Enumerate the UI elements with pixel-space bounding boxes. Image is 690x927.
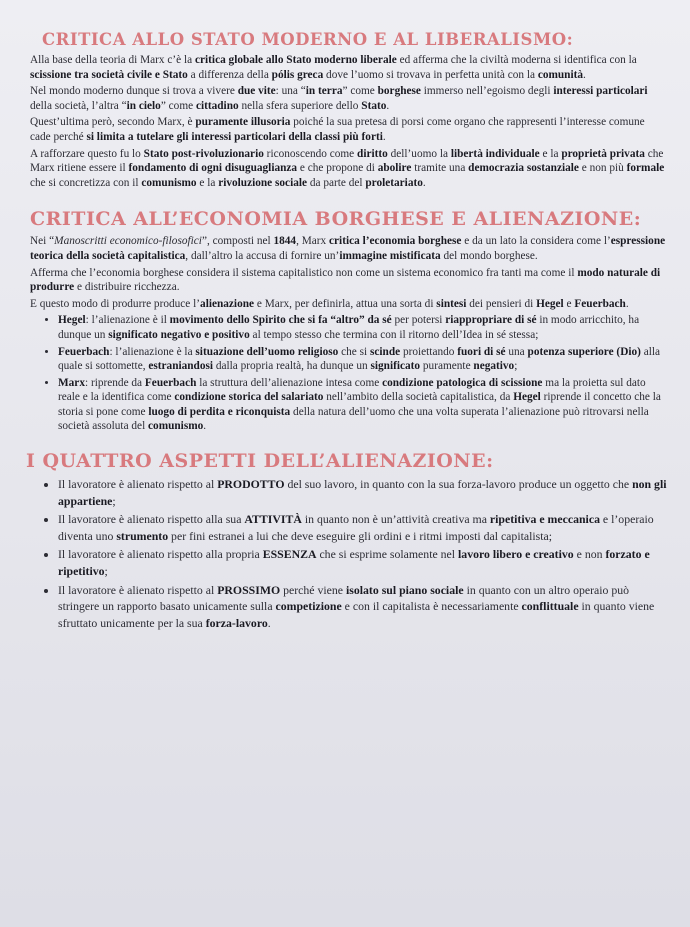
- text-run: che si concretizza con il: [30, 176, 142, 189]
- text-run: per potersi: [391, 314, 446, 327]
- bold-text: significato negativo e positivo: [108, 328, 250, 341]
- text-run: Alla base della teoria di Marx c’è la: [30, 54, 195, 66]
- section-title-stato-moderno: CRITICA ALLO STATO MODERNO E AL LIBERALISMO:: [42, 30, 574, 49]
- paragraph: [30, 266, 668, 295]
- bold-text: sintesi: [436, 297, 467, 310]
- bold-text: condizione patologica di scissione: [382, 376, 543, 389]
- text-run: e distribuire ricchezza.: [74, 281, 180, 294]
- text-run: ed afferma che la civiltà moderna si identifica con la: [396, 54, 637, 66]
- bold-text: negativo: [473, 360, 515, 373]
- bold-text: condizione storica del salariato: [174, 391, 324, 404]
- text-run: .: [583, 68, 586, 81]
- bold-text: Hegel: [58, 314, 86, 327]
- bold-text: borghese: [377, 85, 421, 98]
- text-run: .: [203, 420, 207, 433]
- bold-text: luogo di perdita e riconquista: [148, 405, 291, 418]
- text-run: dell’uomo la: [387, 147, 451, 160]
- bold-text: competizione: [275, 599, 342, 614]
- text-run: perché viene: [280, 582, 346, 597]
- bold-text: strumento: [116, 528, 169, 543]
- text-run: e la: [196, 176, 219, 189]
- paragraph: [30, 147, 668, 191]
- text-run: e Marx, per definirla, attua una sorta di: [254, 297, 437, 310]
- bold-text: proletariato: [365, 176, 423, 189]
- bold-text: Stato: [361, 99, 387, 112]
- text-run: a differenza della: [187, 68, 272, 81]
- list-item-feuerbach: [58, 345, 668, 374]
- bold-text: formale: [626, 162, 665, 175]
- bullet-list-quattro-aspetti: [30, 476, 668, 631]
- text-run: che si: [338, 345, 370, 358]
- bold-text: lavoro libero e creativo: [458, 547, 574, 562]
- bold-text: isolato sul piano sociale: [345, 582, 464, 597]
- bold-text: ATTIVITÀ: [244, 512, 302, 527]
- list-item-attivita: [58, 511, 668, 544]
- text-run: .: [625, 297, 629, 310]
- text-run: ;: [514, 360, 518, 373]
- text-run: del suo lavoro, in quanto con la sua forza-lavoro produce un oggetto che: [284, 477, 633, 492]
- bold-text: modo naturale di produrre: [30, 266, 661, 294]
- text-run: riconoscendo come: [263, 147, 358, 160]
- text-run: in quanto non è un’attività creativa ma: [301, 512, 490, 527]
- text-run: ” come: [342, 85, 378, 98]
- bold-text: 1844: [273, 235, 297, 248]
- bold-text: ripetitiva e meccanica: [489, 512, 600, 527]
- text-run: e: [563, 297, 575, 310]
- text-run: la struttura dell’alienazione intesa come: [196, 376, 383, 389]
- text-run: : riprende da: [84, 376, 145, 389]
- bold-text: situazione dell’uomo religioso: [195, 345, 339, 358]
- bold-text: espressione teorica della società capitalistica: [30, 235, 666, 262]
- text-run: in quanto viene sfruttato unicamente per la sua: [58, 599, 655, 630]
- bold-text: non gli appartiene: [58, 477, 667, 508]
- bold-text: diritto: [357, 147, 388, 160]
- section-title-quattro-aspetti: I QUATTRO ASPETTI DELL’ALIENAZIONE:: [26, 450, 494, 473]
- bullet-list-alienazione: [30, 313, 668, 434]
- paragraph: [30, 297, 668, 312]
- text-run: Il lavoratore è alienato rispetto al: [58, 582, 218, 597]
- bold-text: ESSENZA: [262, 547, 317, 562]
- bold-text: cittadino: [195, 99, 239, 112]
- bold-text: Feuerbach: [58, 345, 110, 358]
- text-run: alla quale si sottomette,: [58, 345, 661, 373]
- text-run: ;: [112, 493, 116, 508]
- text-run: E questo modo di produrre produce l’: [30, 297, 201, 310]
- text-run: poiché la sua pretesa di porsi come organo che rappresenti l’interesse comune cade perché: [30, 116, 645, 143]
- text-run: per fini estranei a lui che deve eseguire gli ordini e i ritmi imposti dal capitalista;: [168, 528, 553, 543]
- bold-text: pólis greca: [271, 68, 324, 81]
- bold-text: Marx: [58, 376, 85, 389]
- bold-text: abolire: [377, 162, 412, 175]
- list-item-hegel: [58, 313, 668, 342]
- bold-text: scinde: [369, 345, 401, 358]
- text-run: ”, composti nel: [201, 235, 274, 248]
- text-run: e l’operaio diventa uno: [58, 512, 654, 543]
- text-run: Il lavoratore è alienato rispetto al: [58, 477, 218, 492]
- text-run: tramite una: [411, 162, 469, 175]
- text-run: e non più: [578, 162, 627, 175]
- text-run: Afferma che l’economia borghese considera il sistema capitalistico non come un sistema economico fra tanti ma come il: [30, 266, 578, 279]
- text-run: e la: [539, 147, 562, 160]
- text-run: A rafforzare questo fu lo: [30, 147, 144, 160]
- bold-text: in cielo: [126, 99, 161, 112]
- bold-text: democrazia sostanziale: [468, 162, 579, 175]
- text-run: ” come: [160, 99, 196, 112]
- text-run: , dall’altro la accusa di fornire un’: [185, 249, 340, 262]
- text-run: e con il capitalista è necessariamente: [341, 599, 522, 614]
- bold-text: significato: [370, 360, 421, 373]
- text-run: .: [386, 99, 390, 112]
- text-run: una: [505, 345, 528, 358]
- text-run: Nel mondo moderno dunque si trova a vivere: [30, 85, 238, 98]
- text-run: Il lavoratore è alienato rispetto alla propria: [58, 547, 263, 562]
- bold-text: Stato post-rivoluzionario: [143, 147, 264, 160]
- paragraph: [30, 234, 668, 263]
- bold-text: conflittuale: [521, 599, 579, 614]
- bold-text: proprietà privata: [561, 147, 645, 160]
- bold-text: critica globale allo Stato moderno liberale: [195, 54, 397, 66]
- text-run: : l’alienazione è il: [85, 314, 170, 327]
- list-item-marx: [58, 376, 668, 434]
- text-run: in modo arricchito, ha dunque un: [58, 314, 640, 341]
- text-run: nella sfera superiore dello: [238, 99, 362, 112]
- text-run: immerso nell’egoismo degli: [420, 85, 554, 98]
- bold-text: critica l’economia borghese: [329, 235, 462, 248]
- bold-text: forza-lavoro: [205, 615, 268, 630]
- list-item-prossimo: [58, 582, 668, 632]
- text-run: e che propone di: [297, 162, 378, 175]
- text-run: e non: [573, 547, 606, 562]
- text-run: ma la proietta sul dato reale e la identifica come: [58, 376, 646, 404]
- bold-text: fondamento di ogni disuguaglianza: [128, 162, 298, 175]
- text-run: nell’ambito della società capitalistica, da: [323, 391, 514, 404]
- italic-title: Manoscritti economico-filosofici: [54, 235, 202, 248]
- text-run: Quest’ultima però, secondo Marx, è: [30, 116, 196, 129]
- text-run: del mondo borghese.: [440, 249, 538, 262]
- bold-text: immagine mistificata: [339, 249, 441, 262]
- bold-text: estraniandosi: [148, 360, 214, 373]
- bold-text: comunismo: [148, 420, 204, 433]
- bold-text: rivoluzione sociale: [218, 176, 308, 189]
- bold-text: potenza superiore (Dio): [527, 345, 641, 358]
- text-run: dove l’uomo si trovava in perfetta unità con la: [323, 68, 538, 81]
- text-run: puramente: [420, 360, 474, 373]
- bold-text: Feuerbach: [144, 376, 197, 389]
- text-run: dalla propria realtà, ha dunque un: [213, 360, 371, 373]
- bold-text: in terra: [305, 85, 343, 98]
- text-run: .: [422, 176, 426, 189]
- text-run: : l’alienazione è la: [109, 345, 196, 358]
- text-run: ;: [104, 564, 108, 579]
- text-run: e da un lato la considera come l’: [461, 235, 611, 248]
- bold-text: Hegel: [513, 391, 541, 404]
- paragraph: [30, 84, 668, 113]
- bold-text: Feuerbach: [574, 297, 626, 310]
- text-run: : una “: [275, 85, 306, 98]
- bold-text: alienazione: [200, 297, 255, 310]
- list-item-prodotto: [58, 476, 668, 509]
- text-run: al tempo stesso che termina con il ritorno dell’Idea in sé stessa;: [249, 328, 539, 341]
- bold-text: PRODOTTO: [217, 477, 285, 492]
- text-run: dei pensieri di: [466, 297, 537, 310]
- bold-text: riappropriare di sé: [445, 314, 537, 327]
- text-run: della natura dell’uomo che una volta superata l’alienazione può ritrovarsi nella società assoluta del: [58, 405, 649, 433]
- text-run: , Marx: [296, 235, 330, 248]
- bold-text: fuori di sé: [457, 345, 506, 358]
- text-run: .: [382, 130, 386, 143]
- text-run: .: [267, 615, 271, 630]
- paragraph: [30, 115, 668, 144]
- bold-text: interessi particolari: [553, 85, 648, 98]
- bold-text: puramente illusoria: [195, 116, 291, 129]
- list-item-essenza: [58, 546, 668, 579]
- text-run: che si esprime solamente nel: [316, 547, 459, 562]
- section-title-economia-borghese: CRITICA ALL’ECONOMIA BORGHESE E ALIENAZIONE:: [30, 208, 642, 231]
- bold-text: due vite: [237, 85, 276, 98]
- text-run: riprende il concetto che la storia si pone come: [58, 391, 661, 418]
- paragraph: [30, 53, 668, 82]
- text-run: Il lavoratore è alienato rispetto alla sua: [58, 512, 245, 527]
- bold-text: comunismo: [141, 176, 197, 189]
- bold-text: libertà individuale: [450, 147, 540, 160]
- bold-text: scissione tra società civile e Stato: [30, 68, 188, 81]
- text-run: in quanto con un altro operaio può stringere un rapporto basato unicamente sulla: [58, 582, 630, 614]
- text-run: proiettando: [400, 345, 458, 358]
- bold-text: movimento dello Spirito che si fa “altro” da sé: [169, 314, 392, 327]
- text-run: che Marx ritiene essere il: [30, 147, 664, 175]
- text-run: della società, l’altra “: [30, 99, 127, 112]
- bold-text: si limita a tutelare gli interessi particolari della classi più forti: [86, 130, 383, 143]
- text-run: Nei “: [30, 235, 55, 248]
- bold-text: Hegel: [536, 297, 564, 310]
- bold-text: forzato e ripetitivo: [58, 547, 650, 579]
- text-run: da parte del: [307, 176, 366, 189]
- bold-text: PROSSIMO: [217, 582, 281, 597]
- bold-text: comunità: [537, 68, 584, 81]
